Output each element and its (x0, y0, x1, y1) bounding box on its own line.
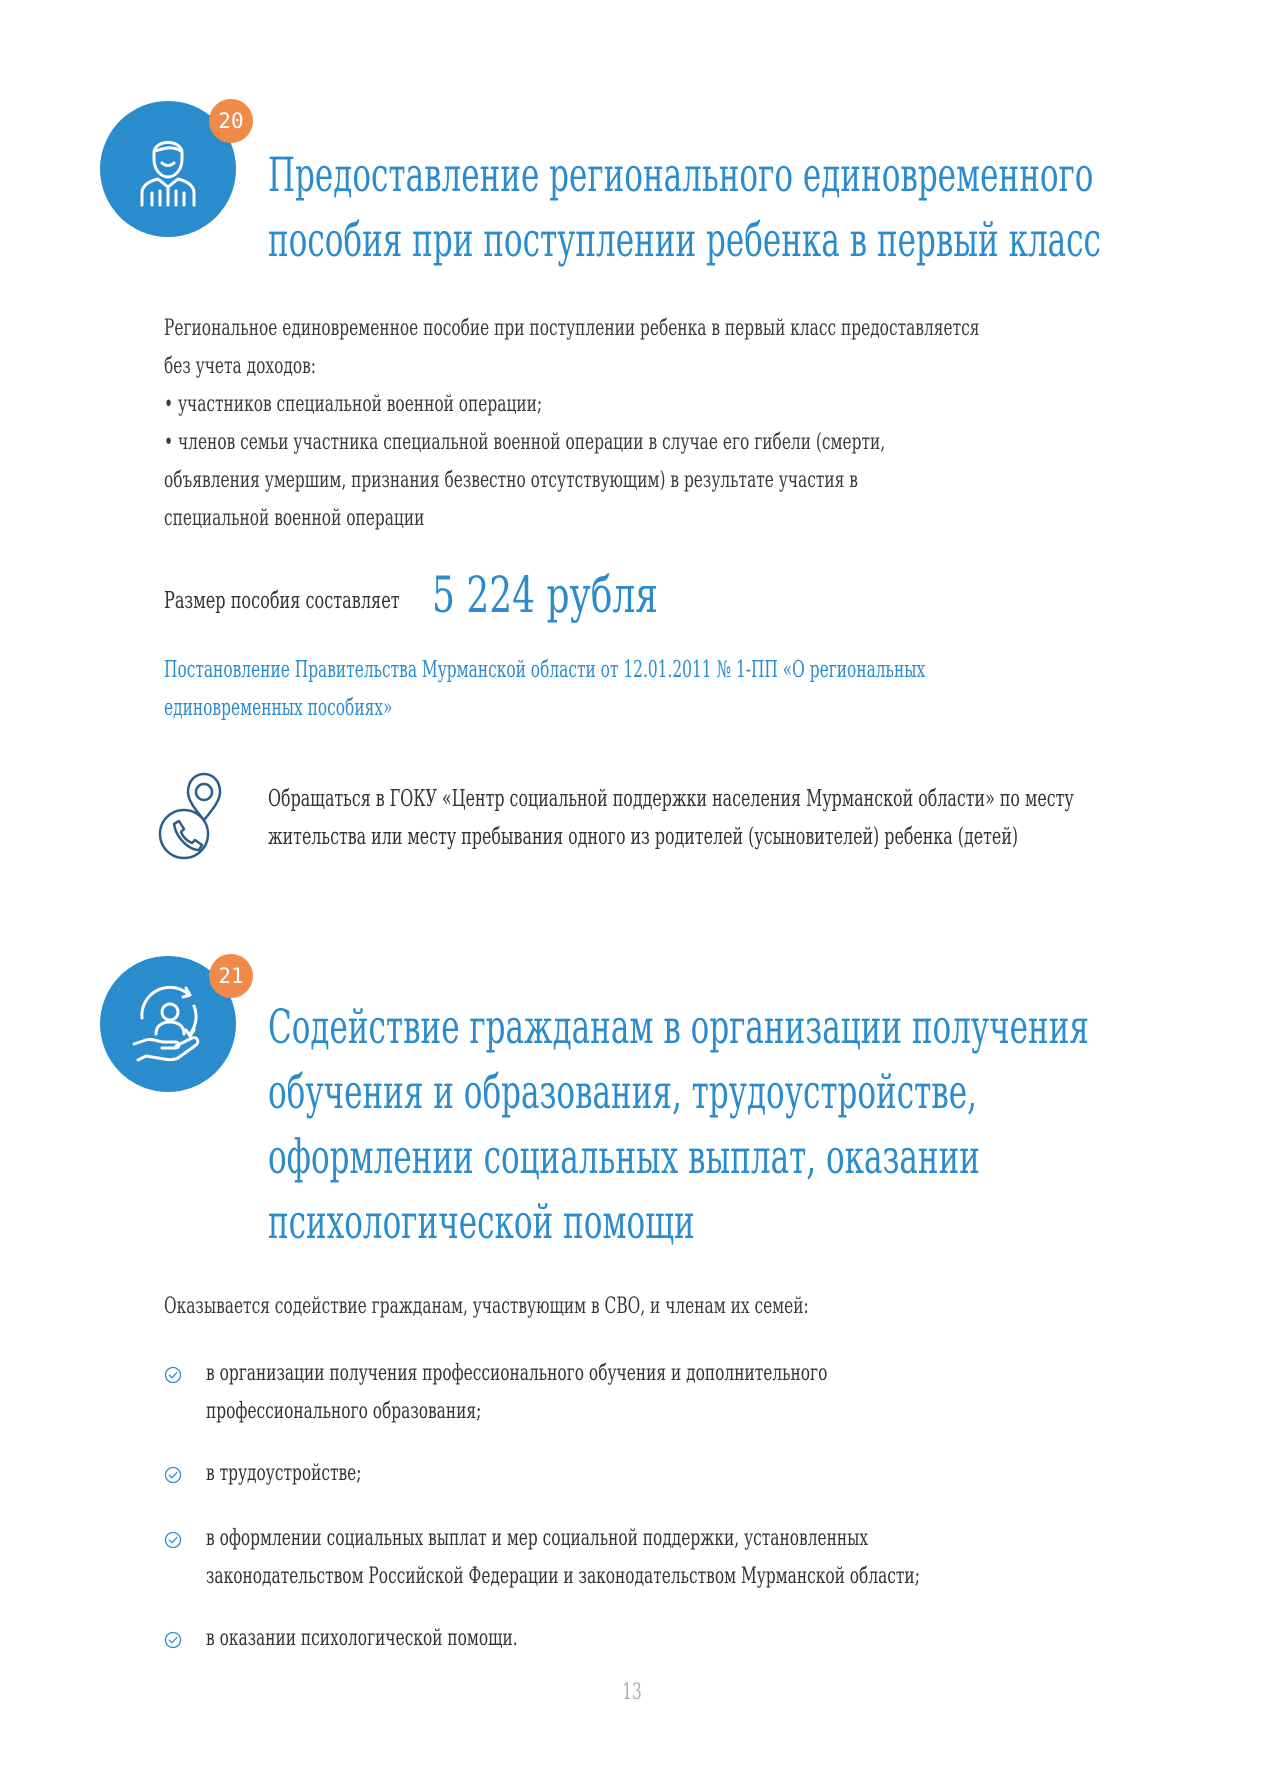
check-circle-icon (164, 1631, 182, 1649)
person-icon (128, 129, 208, 209)
section-20-badge: 20 (209, 99, 253, 143)
check-circle-icon (164, 1531, 182, 1549)
check-circle-icon (164, 1466, 182, 1484)
contact-text: Обращаться в ГОКУ «Центр социальной поддержки населения Мурманской области» по месту жительства или месту пребывания одного из родителей (усыновителей) ребенка (детей) (268, 786, 1074, 850)
amount-value: 5 224 рубля (432, 566, 658, 624)
section-20-body: Региональное единовременное пособие при поступлении ребенка в первый класс предоставляется без учета доходов: • участников специальной военной операции; • членов семьи участника специальной военной операции в случае его гибели (смерти, объявления умершим, признания безвестно отсутствующим) в результате участия в специальной военной операции (164, 316, 980, 531)
page-number: 13 (622, 1680, 642, 1705)
cycle-support-icon (128, 984, 208, 1064)
law-reference: Постановление Правительства Мурманской области от 12.01.2011 № 1-ПП «О региональных единовременных пособиях» (164, 657, 926, 721)
section-21-badge: 21 (209, 954, 253, 998)
contact-icon-wrap (156, 768, 236, 872)
amount-label: Размер пособия составляет (164, 588, 400, 614)
section-21-title: Содействие гражданам в организации получения обучения и образования, трудоустройстве, оформлении социальных выплат, оказании психологической помощи (268, 1000, 1089, 1250)
check-circle-icon (164, 1366, 182, 1384)
section-21-intro: Оказывается содействие гражданам, участвующим в СВО, и членам их семей: (164, 1294, 809, 1319)
phone-location-icon (156, 768, 236, 868)
section-20-title: Предоставление регионального единовременного пособия при поступлении ребенка в первый класс (268, 148, 1101, 268)
